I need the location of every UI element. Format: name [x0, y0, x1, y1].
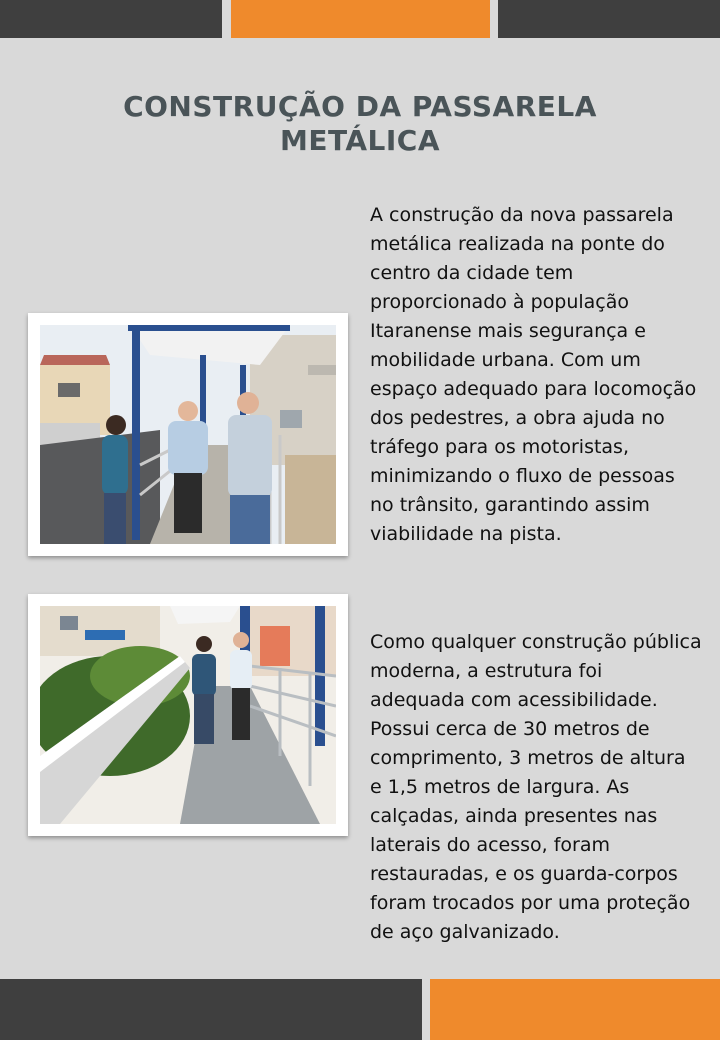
photo-walkway-inspection — [28, 313, 348, 556]
top-right-bar — [498, 0, 720, 38]
bottom-left-bar — [0, 979, 422, 1040]
page-title: CONSTRUÇÃO DA PASSARELA METÁLICA — [123, 90, 597, 157]
top-accent-bar — [231, 0, 490, 38]
photo-walkway-railing — [28, 594, 348, 836]
bottom-accent-bar — [430, 979, 720, 1040]
paragraph-accessibility: Como qualquer construção pública moderna, a estrutura foi adequada com acessibilidade. Possui cerca de 30 metros de comprimento, 3 metros de altura e 1,5 metros de largura. As calçadas, ainda presentes nas laterais do acesso, foram restauradas, e os guarda-corpos foram trocados por uma proteção de aço galvanizado. — [370, 631, 702, 943]
top-left-bar — [0, 0, 222, 38]
paragraph-construction: A construção da nova passarela metálica realizada na ponte do centro da cidade tem proporcionado à população Itaranense mais segurança e mobilidade urbana. Com um espaço adequado para locomoção dos pedestres, a obra ajuda no tráfego para os motoristas, minimizando o fluxo de pessoas no trânsito, garantindo assim viabilidade na pista. — [370, 204, 697, 545]
